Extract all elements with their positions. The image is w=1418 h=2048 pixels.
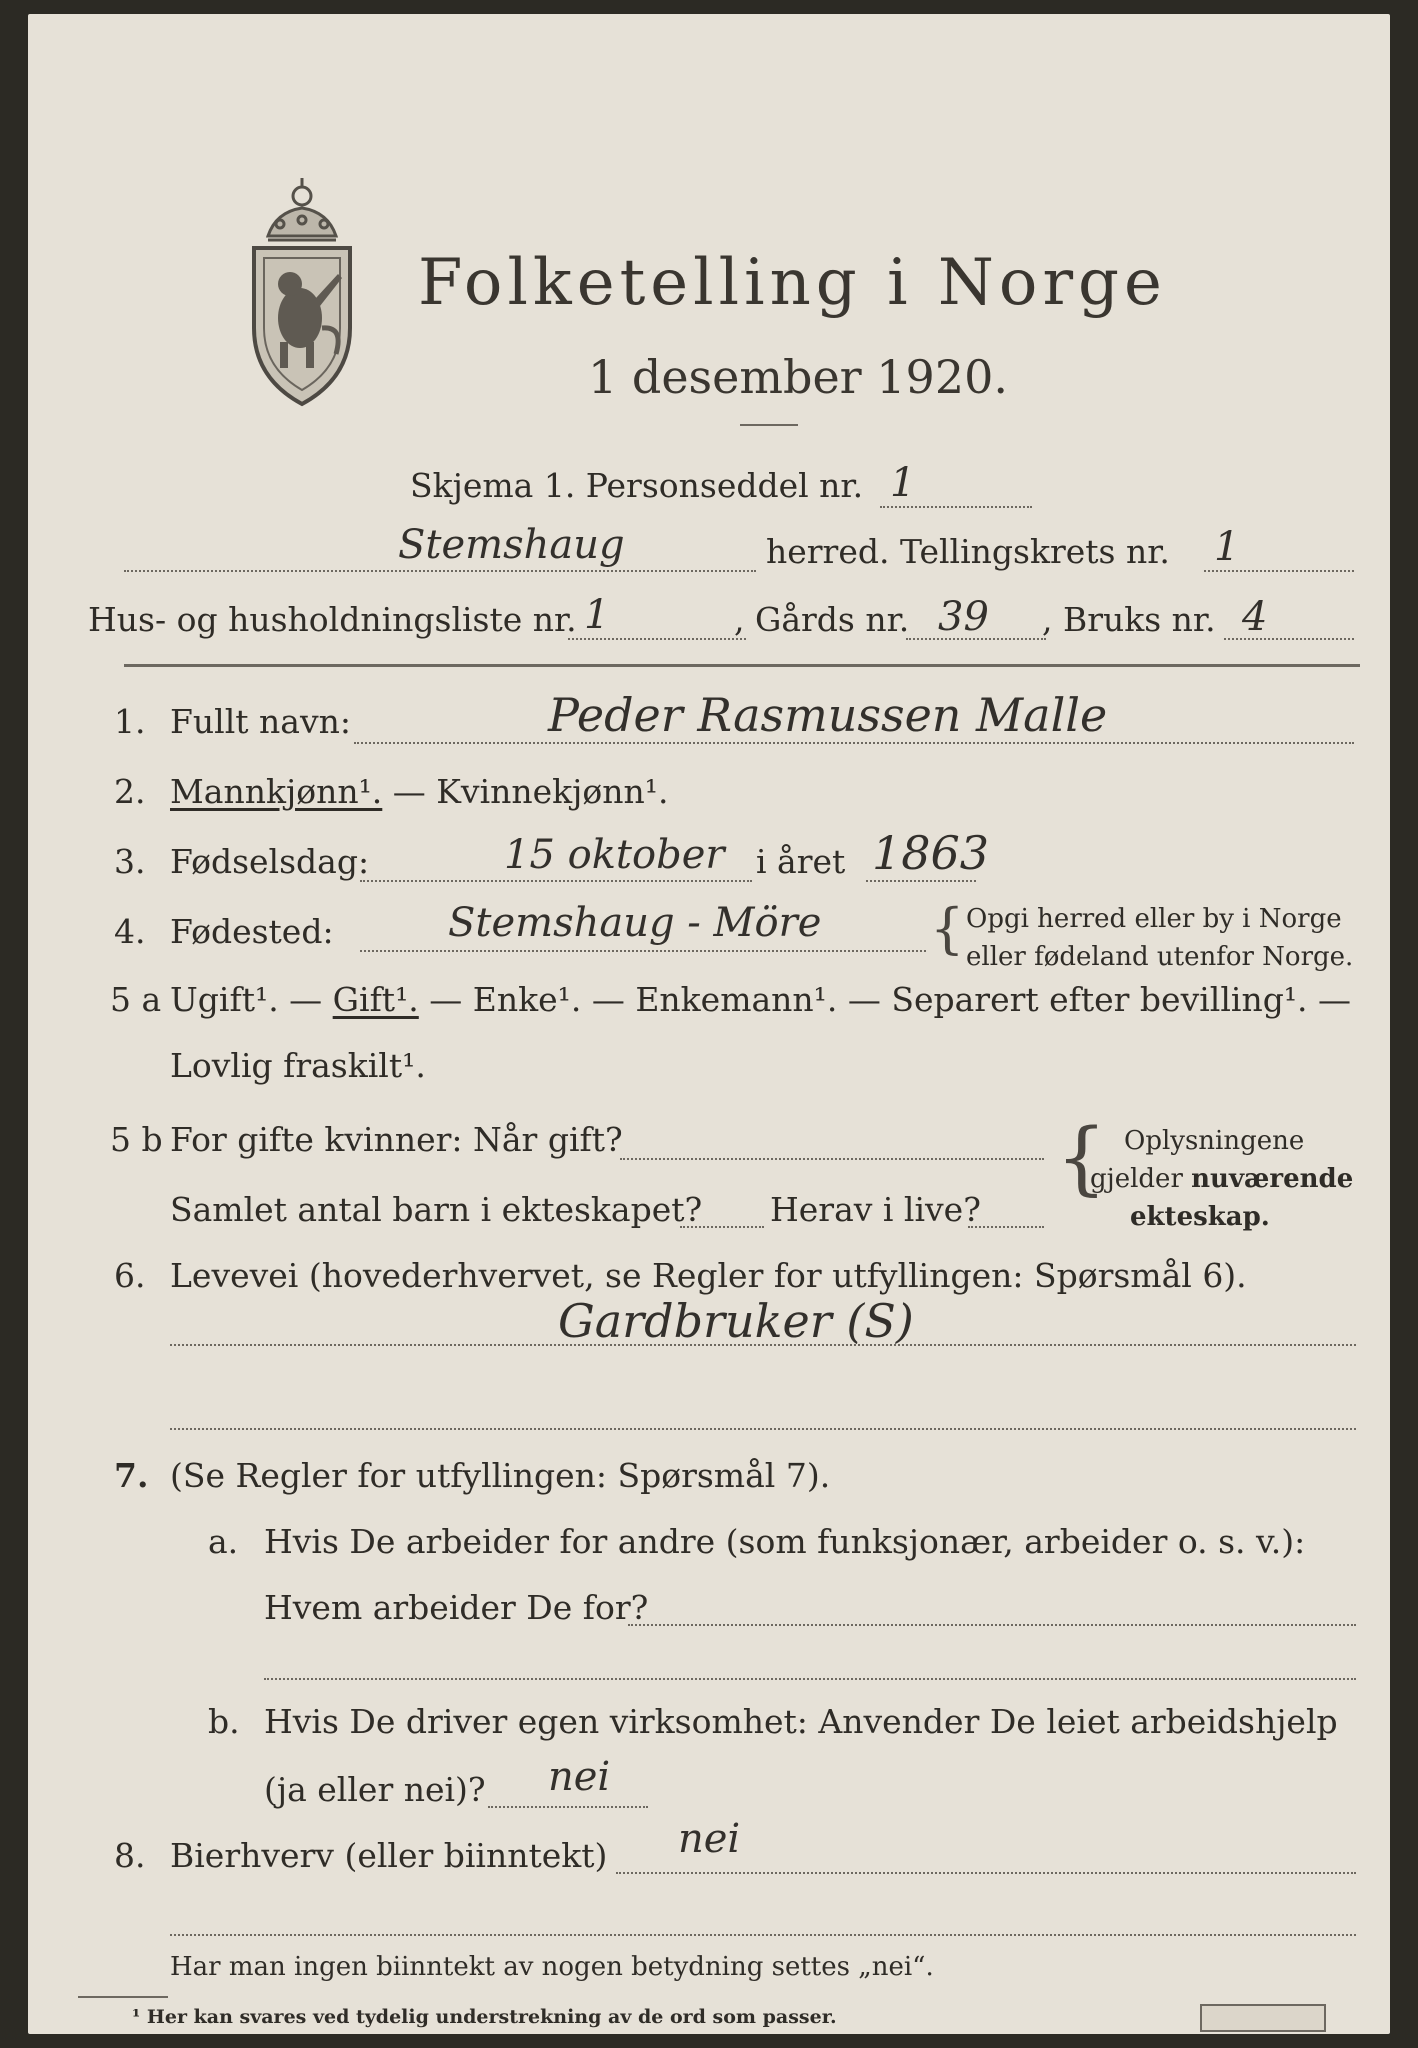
printer-stamp [1200,2004,1326,2032]
husholdning-label: Hus- og husholdningsliste nr. [88,600,577,639]
option-lovlig-fraskilt[interactable]: Lovlig fraskilt¹. [170,1046,426,1085]
married-when-field[interactable] [620,1158,1044,1160]
norwegian-coat-of-arms-icon [246,178,358,410]
husholdning-field[interactable] [568,638,746,640]
form-title: Folketelling i Norge [418,246,1167,320]
q5b-label-children: Samlet antal barn i ekteskapet? [170,1190,703,1229]
q5a-other-options[interactable]: — Enke¹. — Enkemann¹. — Separert efter bevilling¹. — [418,980,1352,1019]
q4-note-line2: eller fødeland utenfor Norge. [966,942,1354,972]
birthplace-value: Stemshaug - Möre [448,900,822,946]
skjema-label: Skjema 1. Personseddel nr. [410,466,864,505]
hired-help-value: nei [548,1754,611,1800]
occupation-field-2[interactable] [170,1428,1356,1430]
side-income-field-2[interactable] [170,1934,1356,1936]
personseddel-value: 1 [890,460,916,506]
side-income-note: Har man ingen biinntekt av nogen betydning settes „nei“. [170,1952,934,1982]
q3-number: 3. [114,842,146,881]
q5a-options [170,980,1351,1019]
occupation-value: Gardbruker (S) [558,1294,914,1348]
herred-field[interactable] [124,570,756,572]
q7-label: (Se Regler for utfyllingen: Spørsmål 7). [170,1456,831,1495]
birth-year-value: 1863 [872,826,990,880]
header-divider [124,664,1360,667]
footnote: ¹ Her kan svares ved tydelig understrekning av de ord som passer. [132,2006,837,2028]
q7b-letter: b. [208,1702,240,1741]
tellingskrets-field[interactable] [1204,570,1354,572]
q7-number: 7. [114,1456,149,1495]
employer-field-2[interactable] [264,1678,1356,1680]
q5b-note-line2: gjelder nuværende [1090,1164,1354,1194]
tellingskrets-label: Tellingskrets nr. [900,532,1170,571]
footnote-rule [78,1996,168,1998]
q6-number: 6. [114,1256,146,1295]
title-rule [740,424,798,426]
birthday-field[interactable] [360,880,752,882]
q5a-number: 5 a [110,980,162,1019]
employer-field-1[interactable] [628,1624,1356,1626]
full-name-value: Peder Rasmussen Malle [548,688,1108,742]
q8-number: 8. [114,1836,146,1875]
side-income-field-1[interactable] [616,1872,1356,1874]
option-gift-underlined[interactable]: Gift¹. [332,980,419,1019]
q2-separator: — [382,772,437,811]
q4-number: 4. [114,912,146,951]
option-ugift[interactable]: Ugift¹. — [170,980,333,1019]
children-alive-field[interactable] [968,1226,1044,1228]
birth-year-label: i året [756,842,846,881]
bruks-value: 4 [1242,594,1268,640]
personseddel-field[interactable] [880,506,1032,508]
birth-year-field[interactable] [866,880,976,882]
q5b-note-line3: ekteskap. [1130,1202,1270,1232]
q1-number: 1. [114,702,146,741]
side-income-value: nei [678,1816,741,1862]
husholdning-value: 1 [584,592,610,638]
q7b-yes-no-label: (ja eller nei)? [264,1770,486,1809]
children-count-field[interactable] [680,1226,764,1228]
q7b-text: Hvis De driver egen virksomhet: Anvender De leiet arbeidshjelp [264,1702,1338,1741]
full-name-field[interactable] [354,742,1354,744]
option-female[interactable]: Kvinnekjønn¹. [436,772,669,811]
bruks-label: , Bruks nr. [1042,600,1216,639]
q1-label: Fullt navn: [170,702,351,741]
herred-value: Stemshaug [398,522,625,568]
q4-label: Fødested: [170,912,334,951]
q3-label: Fødselsdag: [170,842,370,881]
q5b-number: 5 b [110,1120,163,1159]
q5b-note-line1: Oplysningene [1124,1126,1305,1156]
q7a-employer-label: Hvem arbeider De for? [264,1588,649,1627]
birthday-value: 15 oktober [504,832,725,878]
q2-options [170,772,669,811]
census-form-sheet [28,14,1390,2034]
option-male-underlined[interactable]: Mannkjønn¹. [170,772,383,811]
q7a-text: Hvis De arbeider for andre (som funksjonær, arbeider o. s. v.): [264,1522,1306,1561]
q8-label: Bierhverv (eller biinntekt) [170,1836,608,1875]
hired-help-field[interactable] [488,1806,648,1808]
census-date: 1 desember 1920. [588,350,1008,404]
gards-value: 39 [938,594,989,640]
tellingskrets-value: 1 [1214,524,1240,570]
q5b-label-alive: Herav i live? [770,1190,981,1229]
q5b-note-brace: { [1056,1111,1107,1204]
q7a-letter: a. [208,1522,239,1561]
q5b-label-married: For gifte kvinner: Når gift? [170,1120,623,1159]
q6-label: Levevei (hovederhvervet, se Regler for utfyllingen: Spørsmål 6). [170,1256,1247,1295]
q4-note-line1: Opgi herred eller by i Norge [966,904,1342,934]
gards-label: , Gårds nr. [734,600,910,639]
q2-number: 2. [114,772,146,811]
q4-note-brace: { [930,897,965,960]
birthplace-field[interactable] [360,950,926,952]
herred-label: herred. [766,532,890,571]
